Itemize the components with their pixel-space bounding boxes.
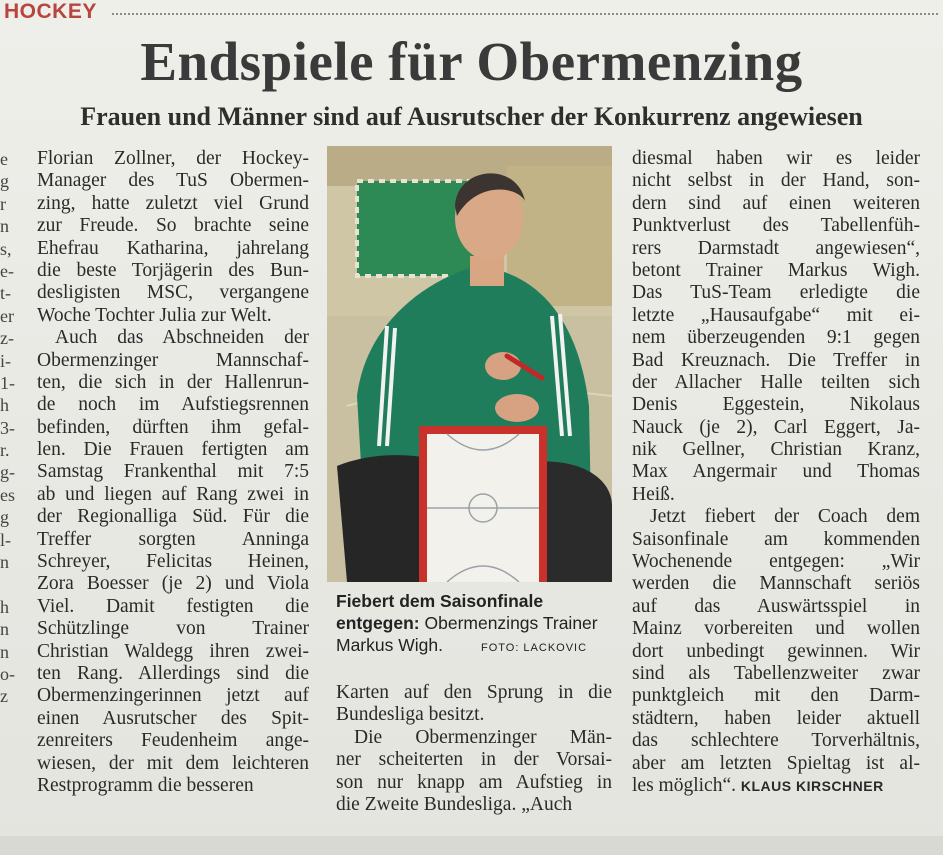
edge-fragment: r <box>0 193 6 214</box>
text-line: Christian Waldegg ihren zwei- <box>37 640 309 662</box>
article-column-2 <box>336 682 612 816</box>
text-line: städtern, haben leider aktuell <box>632 707 920 729</box>
text-line: Zora Boesser (je 2) und Viola <box>37 573 309 595</box>
text-line: Manager des TuS Obermen- <box>37 170 309 192</box>
text-line: desligisten MSC, vergangene <box>37 282 309 304</box>
text-line: nicht selbst in der Hand, son- <box>632 170 920 192</box>
section-divider <box>112 13 938 15</box>
text-line: auf das Auswärtsspiel in <box>632 595 920 617</box>
text-line: Die Obermenzinger Män- <box>354 726 612 748</box>
text-line: nem überzeugenden 9:1 gegen <box>632 327 920 349</box>
text-line: ab und liegen auf Rang zwei in <box>37 483 309 505</box>
edge-fragment: e- <box>0 260 14 281</box>
page-bottom-edge <box>0 836 943 855</box>
text-line: zing, hatte zuletzt viel Grund <box>37 192 309 214</box>
photo-caption <box>336 590 616 659</box>
text-line: Obermenzinger Mannschaf- <box>37 349 309 371</box>
edge-fragment: i- <box>0 350 11 371</box>
article-column-1 <box>37 148 309 797</box>
text-line: befinden, dürften ihm gefal- <box>37 416 309 438</box>
text-line: Saisonfinale am kommenden <box>632 528 920 550</box>
text-line: sind als Tabellenzweiter zwar <box>632 662 920 684</box>
text-line: Bad Kreuznach. Die Treffer in <box>632 349 920 371</box>
text-line: einen Ausrutscher des Spit- <box>37 707 309 729</box>
section-label: HOCKEY <box>4 0 97 23</box>
edge-fragment: r. <box>0 440 10 461</box>
edge-fragment: 1- <box>0 372 15 393</box>
text-line: Punktverlust des Tabellenfüh- <box>632 215 920 237</box>
text-line: Bundesliga besitzt. <box>336 704 485 726</box>
text-line: dern sind auf einen weiteren <box>632 192 920 214</box>
text-line: der Allacher Halle teilten sich <box>632 371 920 393</box>
text-line: Viel. Damit festigten die <box>37 595 309 617</box>
edge-fragment: n <box>0 641 9 662</box>
text-line: Wochenende entgegen: „Wir <box>632 551 920 573</box>
edge-fragment: z <box>0 686 8 707</box>
text-line: Restprogramm die besseren <box>37 774 254 796</box>
text-line: aber am letzten Spieltag ist al- <box>632 752 920 774</box>
text-line: Treffer sorgten Anninga <box>37 528 309 550</box>
text-line: betont Trainer Markus Wigh. <box>632 259 920 281</box>
edge-fragment: n <box>0 619 9 640</box>
text-line: Nauck (je 2), Carl Eggert, Ja- <box>632 416 920 438</box>
article-column-3 <box>632 148 920 797</box>
trainer-photo <box>327 146 612 582</box>
text-line: letzte „Hausaufgabe“ mit ei- <box>632 304 920 326</box>
text-line: zenreiters Feudenheim ange- <box>37 730 309 752</box>
edge-fragment <box>0 573 16 595</box>
text-line: son nur knapp am Aufstieg in <box>336 771 612 793</box>
edge-fragment: h <box>0 395 9 416</box>
author-byline: KLAUS KIRSCHNER <box>740 777 884 794</box>
text-line: die Zweite Bundesliga. „Auch <box>336 793 573 815</box>
final-line <box>632 775 920 797</box>
headline: Endspiele für Obermenzing <box>140 31 803 92</box>
text-line: Woche Tochter Julia zur Welt. <box>37 304 272 326</box>
text-line: Mainz vorbereiten und wollen <box>632 618 920 640</box>
edge-fragment: n <box>0 216 9 237</box>
text-line: rers Darmstadt angewiesen“, <box>632 237 920 259</box>
text-line: zur Freude. So brachte seine <box>37 215 309 237</box>
text-line: Denis Eggestein, Nikolaus <box>632 394 920 416</box>
text-line: Jetzt fiebert der Coach dem <box>650 506 920 528</box>
subheadline: Frauen und Männer sind auf Ausrutscher der Konkurrenz angewiesen <box>80 102 863 131</box>
edge-fragment: es <box>0 484 15 505</box>
text-line: Auch das Abschneiden der <box>55 327 309 349</box>
text-line: nik Gellner, Christian Kranz, <box>632 439 920 461</box>
text-line: Max Angermair und Thomas <box>632 461 920 483</box>
text-line: ten Rang. Allerdings sind die <box>37 662 309 684</box>
edge-fragment: o- <box>0 663 15 684</box>
text-line: diesmal haben wir es leider <box>632 148 920 169</box>
text-line: punktgleich mit den Darm- <box>632 685 920 707</box>
edge-fragment: h <box>0 596 9 617</box>
text-line: Schreyer, Felicitas Heinen, <box>37 551 309 573</box>
edge-fragment: er <box>0 305 14 326</box>
caption-lead: Fiebert dem Saisonfinale entgegen: <box>336 591 544 633</box>
edge-fragment: t- <box>0 283 11 304</box>
photo-credit: FOTO: LACKOVIC <box>480 642 588 654</box>
text-line: Karten auf den Sprung in die <box>336 682 612 703</box>
text-line: wiesen, der mit dem leichteren <box>37 752 309 774</box>
edge-fragment: z- <box>0 328 14 349</box>
edge-fragment: s, <box>0 238 12 259</box>
edge-fragment: e <box>0 149 8 169</box>
text-line: Ehefrau Katharina, jahrelang <box>37 237 309 259</box>
text-line: Heiß. <box>632 483 675 505</box>
edge-fragment: g- <box>0 462 15 483</box>
text-line: Das TuS-Team erledigte die <box>632 282 920 304</box>
text-line: das schlechtere Torverhältnis, <box>632 730 920 752</box>
caption-text: Obermenzings Trainer Markus Wigh. <box>336 613 598 655</box>
text-line: ner scheiterten in der Vorsai- <box>336 749 612 771</box>
text-line: Schützlinge von Trainer <box>37 618 309 640</box>
text-line: Samstag Frankenthal mit 7:5 <box>37 461 309 483</box>
adjacent-column-fragment <box>0 148 16 708</box>
text-line: Florian Zollner, der Hockey- <box>37 148 309 169</box>
edge-fragment: g <box>0 507 9 528</box>
edge-fragment: g <box>0 171 9 192</box>
text-line: ten, die sich in der Hallenrun- <box>37 371 309 393</box>
photo-illustration <box>327 146 612 582</box>
text-line: werden die Mannschaft seriös <box>632 573 920 595</box>
text-line: de noch im Aufstiegsrennen <box>37 394 309 416</box>
text-line: der Regionalliga Süd. Für die <box>37 506 309 528</box>
edge-fragment: 3- <box>0 417 15 438</box>
text-line: Obermenzingerinnen jetzt auf <box>37 685 309 707</box>
edge-fragment: n <box>0 552 9 573</box>
text-line: die beste Torjägerin des Bun- <box>37 259 309 281</box>
text-line: dort unbedingt gewinnen. Wir <box>632 640 920 662</box>
text-line: len. Die Frauen fertigten am <box>37 439 309 461</box>
text-line: les möglich“. <box>632 774 741 796</box>
edge-fragment: l- <box>0 529 11 550</box>
